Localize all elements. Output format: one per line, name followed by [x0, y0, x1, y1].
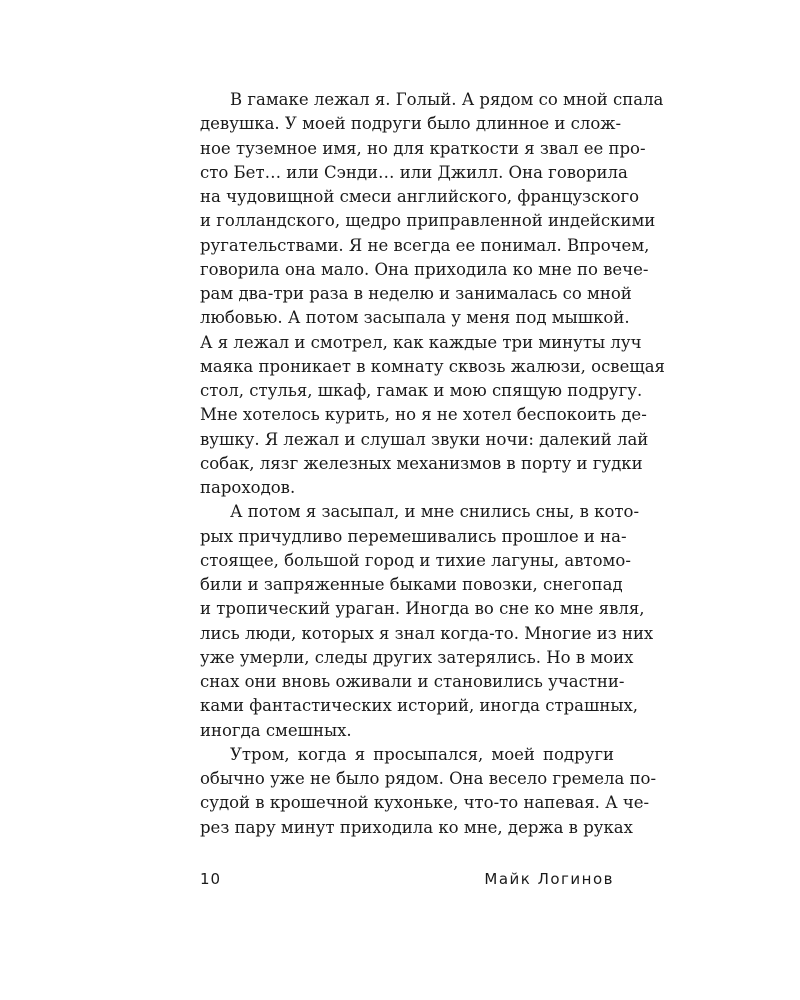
text-line: девушка. У моей подруги было длинное и слож- — [200, 114, 622, 134]
text-line: собак, лязг железных механизмов в порту и гудки — [200, 453, 643, 473]
text-line: ками фантастических историй, иногда страшных, — [200, 696, 639, 716]
text-line: В гамаке лежал я. Голый. А рядом со мной спала — [230, 90, 664, 109]
text-line: стоящее, большой город и тихие лагуны, автомо- — [200, 550, 631, 570]
page-footer — [200, 870, 614, 894]
text-line: обычно уже не было рядом. Она весело гремела по- — [200, 769, 657, 788]
text-line: говорила она мало. Она приходила ко мне по вече- — [200, 259, 649, 279]
text-line: судой в крошечной кухоньке, что-то напевая. А че- — [200, 793, 650, 813]
text-line: рых причудливо перемешивались прошлое и на- — [200, 526, 627, 546]
text-line: сто Бет… или Сэнди… или Джилл. Она говорила — [200, 162, 628, 182]
text-line: любовью. А потом засыпала у меня под мышкой. — [200, 308, 630, 328]
text-line: А потом я засыпал, и мне снились сны, в кото- — [230, 502, 640, 522]
body-text — [200, 88, 665, 840]
text-line: пароходов. — [200, 478, 296, 497]
text-line: маяка проникает в комнату сквозь жалюзи, освещая — [200, 356, 665, 376]
text-line: А я лежал и смотрел, как каждые три минуты луч — [200, 332, 642, 352]
text-line: ругательствами. Я не всегда ее понимал. Впрочем, — [200, 235, 650, 255]
text-line: уже умерли, следы других затерялись. Но в моих — [200, 647, 634, 667]
page-number: 10 — [200, 870, 222, 888]
text-line: лись люди, которых я знал когда-то. Многие из них — [200, 623, 654, 643]
text-line: Утром, когда я просыпался, моей подруги — [230, 744, 614, 764]
text-line: били и запряженные быками повозки, снегопад — [200, 575, 623, 594]
text-line: стол, стулья, шкаф, гамак и мою спящую подругу. — [200, 381, 643, 400]
text-line: и голландского, щедро приправленной индейскими — [200, 211, 656, 231]
text-line: Мне хотелось курить, но я не хотел беспокоить де- — [200, 405, 647, 425]
text-line: иногда смешных. — [200, 720, 352, 740]
text-line: рам два-три раза в неделю и занималась со мной — [200, 284, 632, 303]
text-line: рез пару минут приходила ко мне, держа в руках — [200, 817, 633, 837]
text-line: снах они вновь оживали и становились участни- — [200, 672, 625, 691]
text-line: и тропический ураган. Иногда во сне ко мне явля, — [200, 599, 645, 619]
text-line: ное туземное имя, но для краткости я звал ее про- — [200, 138, 646, 158]
text-line: вушку. Я лежал и слушал звуки ночи: далекий лай — [200, 429, 649, 449]
text-line: на чудовищной смеси английского, французского — [200, 187, 640, 206]
author-running-footer: Майк Логинов — [484, 870, 614, 888]
